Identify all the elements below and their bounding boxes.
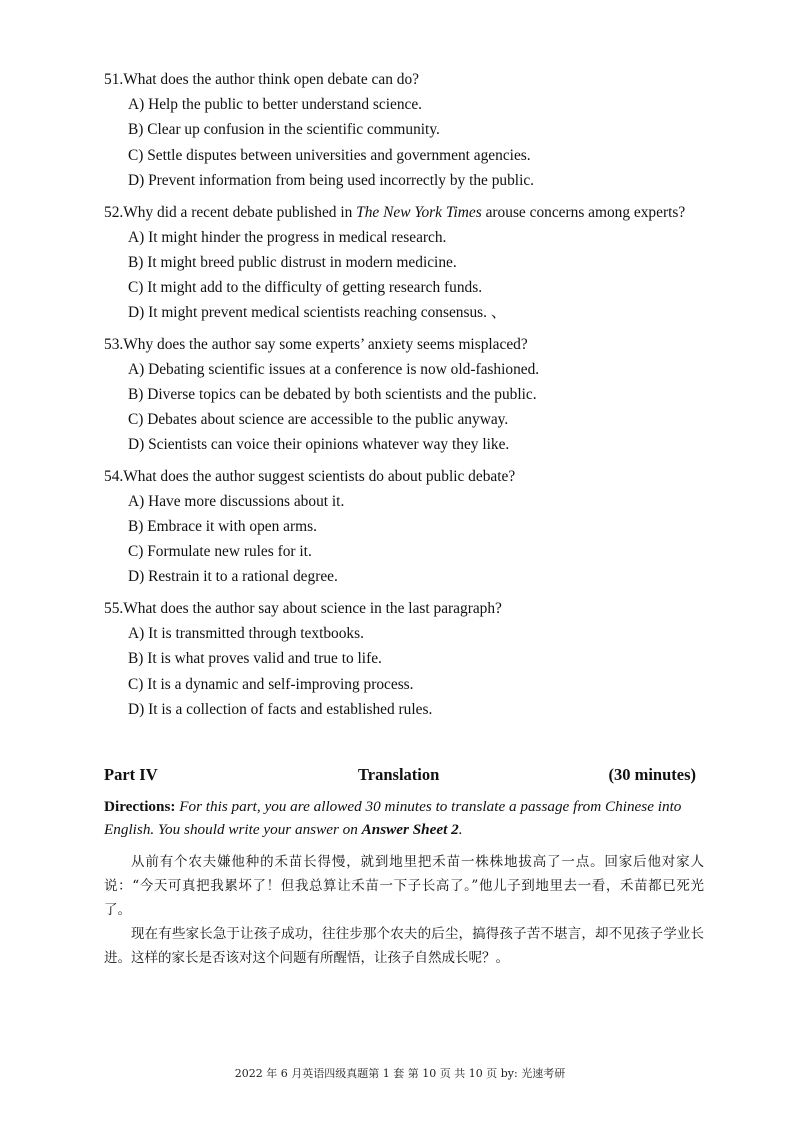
part-title: Translation bbox=[358, 765, 440, 784]
option-a: A) Help the public to better understand science. bbox=[128, 96, 423, 113]
option-b: B) It might breed public distrust in modern medicine. bbox=[128, 254, 457, 271]
option-a: A) It might hinder the progress in medical research. bbox=[128, 229, 447, 246]
option-b: B) Diverse topics can be debated by both scientists and the public. bbox=[128, 386, 537, 403]
option-c: C) Formulate new rules for it. bbox=[128, 543, 312, 560]
option-a: A) Debating scientific issues at a conference is now old-fashioned. bbox=[128, 361, 540, 378]
option-d: D) Prevent information from being used incorrectly by the public. bbox=[128, 172, 535, 189]
directions-label: Directions: bbox=[104, 798, 176, 815]
option-d: D) It is a collection of facts and established rules. bbox=[128, 701, 433, 718]
option-c: C) It is a dynamic and self-improving process. bbox=[128, 676, 414, 693]
translation-paragraph: 现在有些家长急于让孩子成功，往往步那个农夫的后尘，搞得孩子苦不堪言，却不见孩子学业长进。这样的家长是否该对这个问题有所醒悟，让孩子自然成长呢？。 bbox=[104, 926, 704, 966]
option-d: D) Restrain it to a rational degree. bbox=[128, 568, 338, 585]
option-c: C) Settle disputes between universities and government agencies. bbox=[128, 147, 531, 164]
directions: Directions: For this part, you are allowed 30 minutes to translate a passage from Chinese into English. You should write your answer on Answer Sheet 2. bbox=[104, 798, 682, 838]
option-c: C) Debates about science are accessible to the public anyway. bbox=[128, 411, 509, 428]
directions-text: For this part, you are allowed 30 minutes to translate a passage from Chinese into English. You should write your answer on bbox=[104, 798, 682, 838]
question-stem: 54.What does the author suggest scientists do about public debate? bbox=[104, 468, 516, 485]
page-footer: 2022 年 6 月英语四级真题第 1 套 第 10 页 共 10 页 by: 光速考研 bbox=[234, 1067, 566, 1080]
option-d: D) It might prevent medical scientists reaching consensus. 、 bbox=[128, 304, 507, 321]
part-name: Part IV bbox=[104, 765, 158, 784]
option-a: A) It is transmitted through textbooks. bbox=[128, 625, 364, 642]
question-stem: 51.What does the author think open debate can do? bbox=[104, 71, 419, 88]
part-header bbox=[0, 764, 800, 786]
option-b: B) It is what proves valid and true to life. bbox=[128, 650, 382, 667]
option-d: D) Scientists can voice their opinions whatever way they like. bbox=[128, 436, 510, 453]
question-stem: 53.Why does the author say some experts’ anxiety seems misplaced? bbox=[104, 336, 528, 353]
option-b: B) Clear up confusion in the scientific community. bbox=[128, 121, 440, 138]
option-c: C) It might add to the difficulty of getting research funds. bbox=[128, 279, 483, 296]
option-b: B) Embrace it with open arms. bbox=[128, 518, 317, 535]
question-stem: 55.What does the author say about science in the last paragraph? bbox=[104, 600, 502, 617]
part-time: (30 minutes) bbox=[608, 765, 696, 784]
newspaper-title: The New York Times bbox=[356, 204, 482, 221]
answer-sheet-ref: Answer Sheet 2 bbox=[361, 820, 459, 838]
question-stem: 52.Why did a recent debate published in The New York Times arouse concerns among experts? bbox=[104, 204, 686, 221]
translation-paragraph: 从前有个农夫嫌他种的禾苗长得慢，就到地里把禾苗一株株地拔高了一点。回家后他对家人说：“今天可真把我累坏了！但我总算让禾苗一下子长高了。”他儿子到地里去一看，禾苗都已死光了。 bbox=[104, 854, 704, 918]
option-a: A) Have more discussions about it. bbox=[128, 493, 345, 510]
